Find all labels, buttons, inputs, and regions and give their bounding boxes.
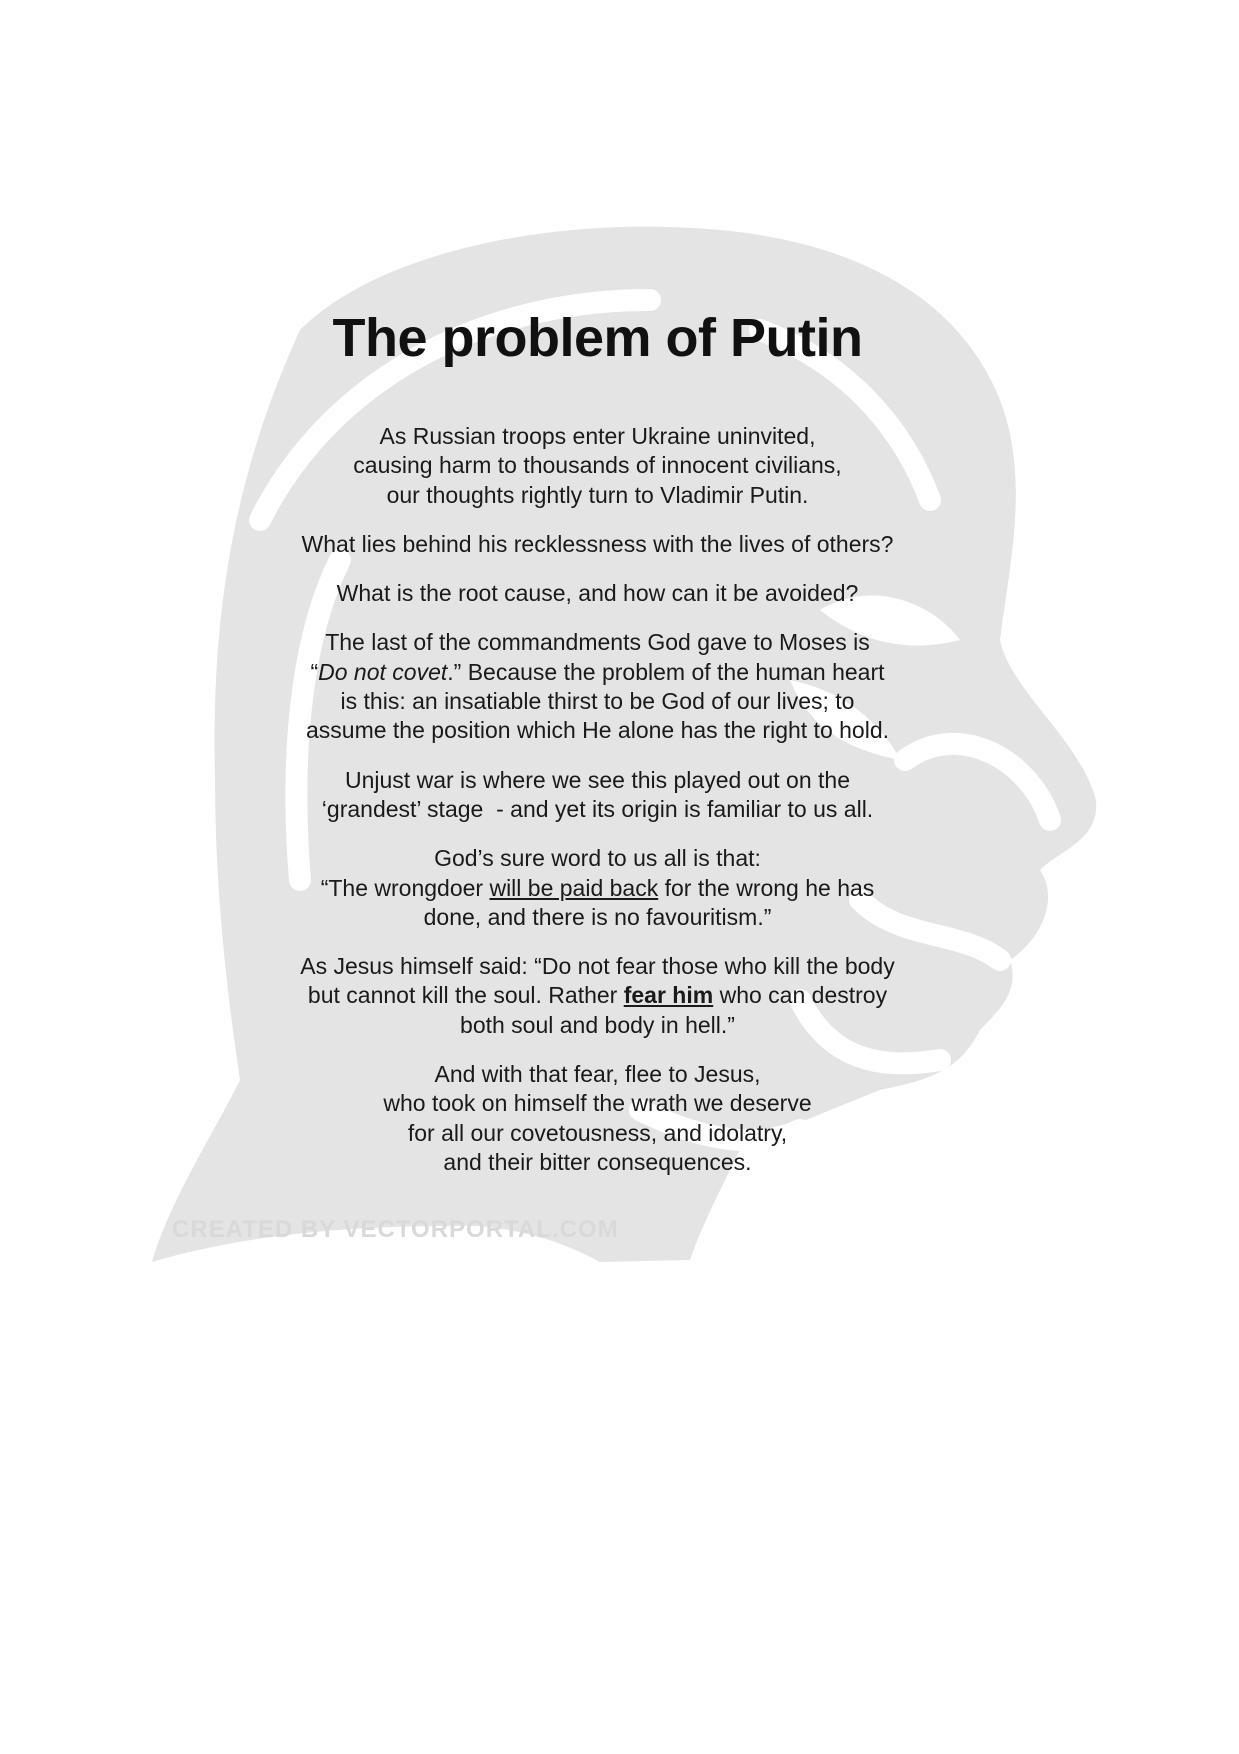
text-line — [250, 658, 945, 687]
text-fragment: for the wrong he has — [658, 874, 875, 901]
text-line: God’s sure word to us all is that: — [434, 845, 761, 872]
text-fragment: who can destroy — [713, 982, 888, 1009]
text-line: Unjust war is where we see this played out on the — [345, 766, 850, 793]
text-fragment: but cannot kill the soul. Rather — [307, 982, 624, 1009]
text-line: causing harm to thousands of innocent civilians, — [353, 452, 842, 479]
paragraph-8 — [250, 1060, 945, 1177]
paragraph-2 — [250, 530, 945, 559]
text-line: ‘grandest’ stage - and yet its origin is familiar to us all. — [321, 795, 874, 822]
text-line: and their bitter consequences. — [443, 1148, 752, 1175]
text-line: assume the position which He alone has the right to hold. — [305, 717, 890, 744]
watermark-credit: CREATED BY VECTORPORTAL.COM — [172, 1216, 619, 1243]
text-line: What lies behind his recklessness with the lives of others? — [301, 530, 894, 557]
text-line — [250, 874, 945, 903]
paragraph-3 — [250, 579, 945, 608]
open-quote: “ — [310, 658, 319, 685]
text-line: for all our covetousness, and idolatry, — [407, 1119, 788, 1146]
paragraph-1 — [250, 422, 945, 510]
text-line: What is the root cause, and how can it be avoided? — [336, 580, 859, 607]
text-fragment: .” Because the problem of the human heart — [447, 658, 885, 685]
text-line — [250, 981, 945, 1010]
text-line: is this: an insatiable thirst to be God of our lives; to — [340, 688, 855, 715]
document-body — [250, 300, 945, 1197]
text-line: who took on himself the wrath we deserve — [383, 1090, 812, 1117]
text-line: And with that fear, flee to Jesus, — [434, 1061, 761, 1088]
text-fragment: “The wrongdoer — [320, 874, 490, 901]
paragraph-4 — [250, 628, 945, 745]
text-line: The last of the commandments God gave to Moses is — [325, 629, 870, 656]
text-line: As Jesus himself said: “Do not fear those who kill the body — [300, 953, 895, 980]
text-line: our thoughts rightly turn to Vladimir Putin. — [386, 481, 809, 508]
paragraph-6 — [250, 844, 945, 932]
paragraph-5 — [250, 766, 945, 825]
text-line: done, and there is no favouritism.” — [423, 903, 772, 930]
page-title: The problem of Putin — [332, 308, 863, 368]
underlined-phrase: will be paid back — [489, 874, 659, 901]
text-line: both soul and body in hell.” — [460, 1011, 735, 1038]
paragraph-7 — [250, 952, 945, 1040]
text-line: As Russian troops enter Ukraine uninvited, — [379, 423, 816, 449]
italic-quote: Do not covet — [318, 658, 448, 685]
bold-underlined-phrase: fear him — [623, 982, 714, 1009]
